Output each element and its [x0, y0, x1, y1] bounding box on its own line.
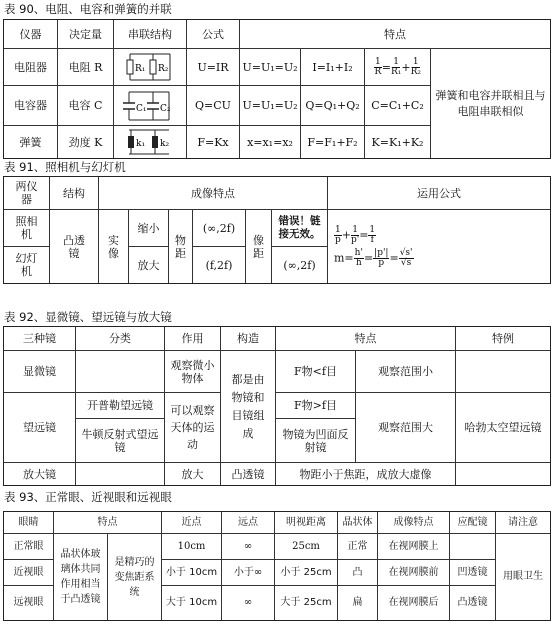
t93-myopia-glasses: 凹透镜 — [450, 560, 496, 586]
t90-resistor-formula: U=IR — [187, 49, 240, 86]
t93-normal-near: 10cm — [162, 534, 222, 560]
t92-telescope-type1: 开普勒望远镜 — [76, 393, 165, 419]
t93-normal-lens: 正常 — [338, 534, 378, 560]
t92-header-0: 三种镜 — [4, 327, 76, 351]
t92-telescope-view: 观察范围大 — [356, 393, 456, 463]
t92-telescope-name: 望远镜 — [4, 393, 76, 463]
t92-magnifier-construction: 凸透镜 — [221, 463, 276, 485]
r2-label: R₂ — [158, 64, 169, 74]
t91-header-col3: 成像特点 — [99, 177, 328, 210]
t90-resistor-f3: $\frac{1}{R}$ = $\frac{1}{\text{R₁}}$ + $\frac{1}{\text{R₂}}$ — [365, 49, 431, 86]
t92-telescope-objective: 物镜为凹面反射镜 — [276, 419, 356, 463]
t90-spring-formula: F=Kx — [187, 126, 240, 158]
t93-myopia-near: 小于 10cm — [162, 560, 222, 586]
t93-myopia-eye: 近视眼 — [4, 560, 54, 586]
t90-note: 弹簧和电容并联相且与电阻串联相似 — [435, 88, 546, 118]
t91-camera-size: 缩小 — [129, 210, 169, 247]
t91-camera-u: (∞,2f) — [193, 210, 246, 247]
t91-projector-u: (f,2f) — [193, 247, 246, 283]
t93-header-8: 请注意 — [496, 512, 550, 534]
t90-spring-f1: x=x₁=x₂ — [240, 126, 301, 158]
t91-image-distance: 像距 — [246, 210, 272, 283]
t92-microscope-f: F物<f目 — [276, 351, 356, 393]
t93-normal-far: ∞ — [222, 534, 275, 560]
t90-capacitor-quantity: 电容 C — [58, 86, 114, 126]
t91-formulas — [328, 210, 550, 283]
lens-formula: $\frac{1}{p}$ + $\frac{1}{p'}$ = $\frac{1}{f}$ — [334, 224, 376, 245]
t93-hyperopia-lens: 扁 — [338, 586, 378, 620]
t93-myopia-image: 在视网膜前 — [378, 560, 450, 586]
table-93-caption: 表 93、正常眼、近视眼和远视眼 — [4, 490, 172, 504]
table-90 — [3, 19, 551, 159]
t92-header-3: 构造 — [221, 327, 276, 351]
t93-header-4: 明视距离 — [275, 512, 338, 534]
table-92 — [3, 326, 551, 486]
t90-capacitor-f1: U=U₁=U₂ — [240, 86, 301, 126]
t93-header-5: 晶状体 — [338, 512, 378, 534]
t90-resistor-f1: U=U₁=U₂ — [240, 49, 301, 86]
t93-common1: 晶状体玻璃体共同作用相当于凸透镜 — [54, 534, 108, 620]
t91-header-col4: 运用公式 — [328, 177, 550, 210]
t92-header-1: 分类 — [76, 327, 165, 351]
table-93 — [3, 511, 551, 621]
c1-label: C₁ — [136, 103, 147, 114]
t93-hyperopia-image: 在视网膜后 — [378, 586, 450, 620]
t92-microscope-function: 观察微小物体 — [165, 351, 221, 393]
t90-header-instrument: 仪器 — [4, 20, 58, 49]
t93-header-0: 眼睛 — [4, 512, 54, 534]
t92-magnifier-name: 放大镜 — [4, 463, 76, 485]
t90-capacitor-f3: C=C₁+C₂ — [365, 86, 431, 126]
t91-error-link: 错误！链接无效。 — [272, 210, 328, 247]
t91-structure: 凸透镜 — [50, 210, 99, 283]
t93-hyperopia-near: 大于 10cm — [162, 586, 222, 620]
t92-magnifier-function: 放大 — [165, 463, 221, 485]
capacitor-parallel-diagram — [114, 86, 187, 126]
t92-construction: 都是由物镜和目镜组成 — [221, 351, 276, 463]
t90-capacitor-name: 电容器 — [4, 86, 58, 126]
t91-header-col1: 两仪器 — [4, 177, 50, 210]
t93-header-6: 成像特点 — [378, 512, 450, 534]
t93-hyperopia-far: ∞ — [222, 586, 275, 620]
t91-object-distance: 物距 — [169, 210, 193, 283]
t92-microscope-view: 观察范围小 — [356, 351, 456, 393]
t93-normal-clear: 25cm — [275, 534, 338, 560]
t90-spring-f3: K=K₁+K₂ — [365, 126, 431, 158]
t93-hyperopia-glasses: 凸透镜 — [450, 586, 496, 620]
t93-myopia-clear: 小于 25cm — [275, 560, 338, 586]
t90-capacitor-f2: Q=Q₁+Q₂ — [301, 86, 365, 126]
t93-myopia-far: 小于∞ — [222, 560, 275, 586]
t92-microscope-example — [456, 351, 550, 393]
t92-telescope-function: 可以观察天体的运动 — [165, 393, 221, 463]
t91-camera-name: 照相机 — [4, 210, 50, 247]
t90-header-formula: 公式 — [187, 20, 240, 49]
table-91-caption: 表 91、照相机与幻灯机 — [4, 160, 126, 174]
t92-telescope-type2: 牛顿反射式望远镜 — [76, 419, 165, 463]
table-90-caption: 表 90、电阻、电容和弹簧的并联 — [4, 2, 172, 16]
t93-header-3: 远点 — [222, 512, 275, 534]
t91-projector-v: (∞,2f) — [272, 247, 328, 283]
t93-hyperopia-clear: 大于 25cm — [275, 586, 338, 620]
k1-label: k₁ — [136, 139, 146, 149]
t90-capacitor-formula: Q=CU — [187, 86, 240, 126]
t90-header-features: 特点 — [240, 20, 550, 49]
t92-microscope-class — [76, 351, 165, 393]
t93-header-7: 应配镜 — [450, 512, 496, 534]
t92-magnifier-class — [76, 463, 165, 485]
k2-label: k₂ — [160, 139, 170, 149]
t90-resistor-quantity: 电阻 R — [58, 49, 114, 86]
t91-header-col2: 结构 — [50, 177, 99, 210]
t90-header-quantity: 决定量 — [58, 20, 114, 49]
magnification-formula: m= $\frac{h'}{h}$ = $\frac{|p'|}{p}$ = $\frac{√s'}{√s}$ — [334, 247, 413, 268]
t90-spring-quantity: 劲度 K — [58, 126, 114, 158]
t91-projector-size: 放大 — [129, 247, 169, 283]
table-91 — [3, 176, 551, 284]
t93-common2: 是精巧的变焦距系统 — [108, 534, 162, 620]
t90-resistor-name: 电阻器 — [4, 49, 58, 86]
c2-label: C₂ — [160, 103, 171, 114]
t93-note: 用眼卫生 — [503, 571, 543, 582]
t90-spring-name: 弹簧 — [4, 126, 58, 158]
t91-projector-name: 幻灯机 — [4, 247, 50, 283]
t93-normal-eye: 正常眼 — [4, 534, 54, 560]
t92-magnifier-feature: 物距小于焦距，成放大虚像 — [276, 463, 456, 485]
t93-myopia-lens: 凸 — [338, 560, 378, 586]
t92-telescope-example: 哈勃太空望远镜 — [456, 393, 550, 463]
t92-header-4: 特点 — [276, 327, 456, 351]
spring-parallel-diagram — [114, 126, 187, 158]
t90-spring-f2: F=F₁+F₂ — [301, 126, 365, 158]
t92-header-2: 作用 — [165, 327, 221, 351]
t92-microscope-name: 显微镜 — [4, 351, 76, 393]
table-92-caption: 表 92、显微镜、望远镜与放大镜 — [4, 310, 172, 324]
t90-resistor-f2: I=I₁+I₂ — [301, 49, 365, 86]
t91-real-image: 实像 — [99, 210, 129, 283]
t93-normal-glasses — [450, 534, 496, 560]
t93-header-2: 近点 — [162, 512, 222, 534]
t92-magnifier-example — [456, 463, 550, 485]
t90-header-structure: 串联结构 — [114, 20, 187, 49]
t93-hyperopia-eye: 远视眼 — [4, 586, 54, 620]
t93-header-1: 特点 — [54, 512, 162, 534]
t92-telescope-f: F物>f目 — [276, 393, 356, 419]
r1-label: R₁ — [135, 64, 146, 74]
resistor-parallel-diagram — [114, 49, 187, 86]
t93-normal-image: 在视网膜上 — [378, 534, 450, 560]
t92-header-5: 特例 — [456, 327, 550, 351]
